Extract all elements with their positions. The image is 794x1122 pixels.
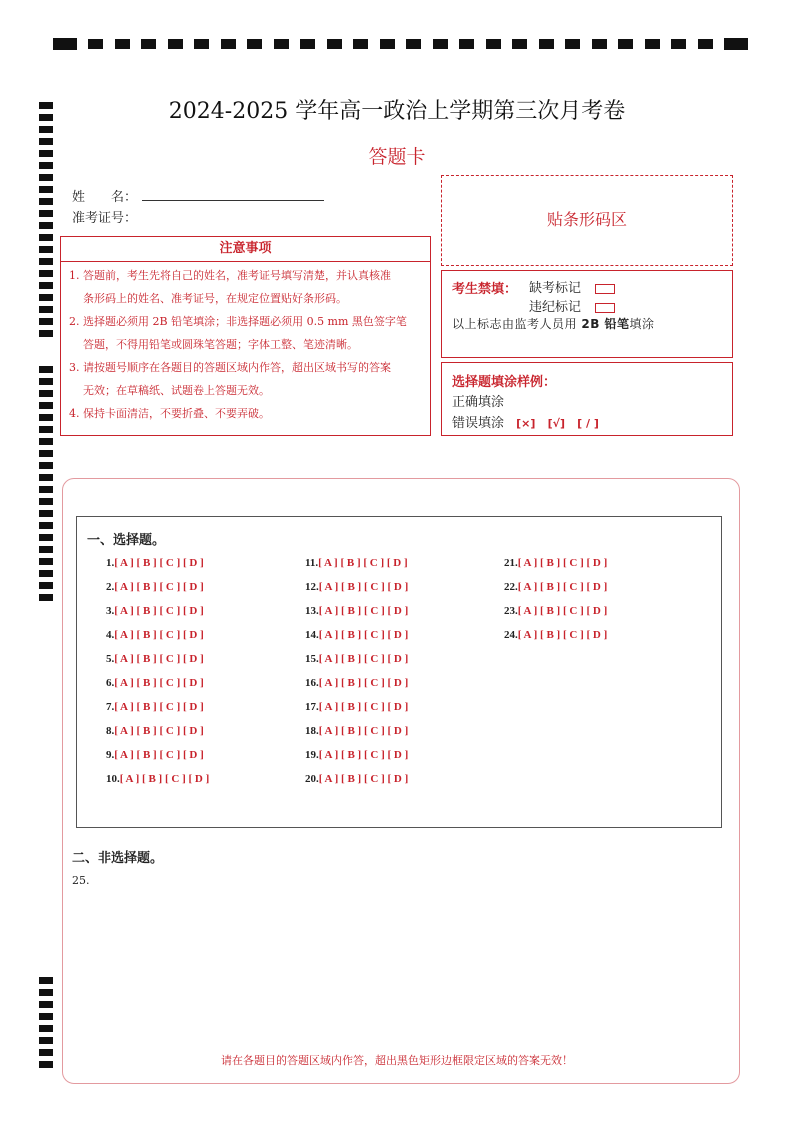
timing-mark [115,39,130,49]
choice-question-row[interactable] [106,605,204,617]
choice-question-row[interactable] [305,749,408,761]
choice-question-row[interactable] [106,581,204,593]
barcode-area [441,175,733,266]
timing-mark [406,39,421,49]
answer-options[interactable]: [ A ] [ B ] [ C ] [ D ] [318,557,408,569]
timing-mark [698,39,713,49]
timing-mark [39,330,53,337]
wrong-mark-1: [×] [516,417,536,430]
timing-mark [39,246,53,253]
timing-mark [39,474,53,481]
timing-mark [39,510,53,517]
timing-mark [353,39,368,49]
timing-mark [327,39,342,49]
timing-mark [194,39,209,49]
q25-number: 25. [72,874,90,887]
timing-mark [39,414,53,421]
timing-mark [39,558,53,565]
timing-mark [39,534,53,541]
notice-line: 保持卡面清洁，不要折叠、不要弄破。 [83,407,270,420]
page-title: 2024-2025 学年高一政治上学期第三次月考卷 [168,99,626,124]
absent-mark-box [595,284,615,294]
timing-mark [618,39,633,49]
correct-fill-label: 正确填涂 [452,395,505,410]
timing-mark [724,38,748,50]
notice-item [69,264,425,310]
choice-question-row[interactable] [106,629,204,641]
timing-mark [39,1001,53,1008]
answer-options[interactable]: [ A ] [ B ] [ C ] [ D ] [114,653,204,665]
timing-mark [141,39,156,49]
section2-title: 二、非选择题。 [72,851,164,866]
timing-mark [39,402,53,409]
timing-mark [39,977,53,984]
answer-options[interactable]: [ A ] [ B ] [ C ] [ D ] [114,749,204,761]
notice-line: 请按题号顺序在各题目的答题区域内作答，超出区域书写的答案 [83,361,391,374]
timing-mark [486,39,501,49]
choice-question-row[interactable] [504,581,607,593]
answer-options[interactable]: [ A ] [ B ] [ C ] [ D ] [114,677,204,689]
notice-item [69,356,425,402]
answer-options[interactable]: [ A ] [ B ] [ C ] [ D ] [114,605,204,617]
timing-mark [88,39,103,49]
question-number: 13. [305,605,319,617]
timing-mark [39,198,53,205]
answer-options[interactable]: [ A ] [ B ] [ C ] [ D ] [318,653,409,665]
wrong-mark-3: [ / ] [577,417,599,430]
choice-question-row[interactable] [504,557,607,569]
timing-mark [512,39,527,49]
notice-item [69,402,425,425]
timing-mark [39,186,53,193]
timing-mark [39,306,53,313]
question-number: 12. [305,581,319,593]
timing-mark [645,39,660,49]
fill-sample-heading: 选择题填涂样例： [452,375,557,390]
timing-mark [39,390,53,397]
timing-mark [565,39,580,49]
timing-mark [39,522,53,529]
notice-item-text [69,402,425,425]
page-subtitle: 答题卡 [368,146,426,168]
timing-mark [39,426,53,433]
choice-question-row[interactable] [106,653,204,665]
notice-item-text [69,310,425,356]
answer-options[interactable]: [ A ] [ B ] [ C ] [ D ] [114,581,204,593]
timing-mark [39,222,53,229]
timing-mark [168,39,183,49]
question-number: 16. [305,677,319,689]
timing-mark [39,582,53,589]
timing-mark [300,39,315,49]
name-field[interactable] [142,200,324,201]
answer-options[interactable]: [ A ] [ B ] [ C ] [ D ] [517,629,608,641]
choice-question-row[interactable] [504,605,607,617]
timing-mark [39,282,53,289]
choice-question-row[interactable] [305,605,408,617]
notice-item-number: 1. [69,269,80,282]
timing-mark [39,1037,53,1044]
notice-item-number: 4. [69,407,80,420]
timing-mark [592,39,607,49]
question-number: 17. [305,701,319,713]
notice-item [69,310,425,356]
timing-mark [39,1025,53,1032]
choice-question-row[interactable] [106,749,204,761]
notice-line: 无效；在草稿纸、试题卷上答题无效。 [83,384,270,397]
answer-options[interactable]: [ A ] [ B ] [ C ] [ D ] [114,629,204,641]
choice-question-row[interactable] [504,629,607,641]
prohibit-note: 以上标志由监考人员用 2B 铅笔填涂 [452,317,655,331]
timing-mark [39,234,53,241]
choice-question-row[interactable] [106,557,204,569]
notice-item-number: 2. [69,315,80,328]
notice-line: 答题，不得用铅笔或圆珠笔答题；字体工整、笔迹清晰。 [83,338,358,351]
notice-line: 条形码上的姓名、准考证号，在规定位置贴好条形码。 [83,292,347,305]
fill-sample-box [441,362,733,436]
wrong-mark-2: [√] [547,417,565,430]
timing-mark [39,174,53,181]
answer-options[interactable]: [ A ] [ B ] [ C ] [ D ] [318,581,409,593]
question-number: 24. [504,629,518,641]
answer-options[interactable]: [ A ] [ B ] [ C ] [ D ] [114,701,204,713]
timing-mark [39,546,53,553]
answer-options[interactable]: [ A ] [ B ] [ C ] [ D ] [318,677,409,689]
timing-mark [39,210,53,217]
question-number: 4. [106,629,115,641]
question-number: 20. [305,773,319,785]
barcode-label: 贴条形码区 [546,210,627,229]
choice-question-row[interactable] [106,701,204,713]
question-number: 5. [106,653,115,665]
choice-question-row[interactable] [305,701,408,713]
answer-options[interactable]: [ A ] [ B ] [ C ] [ D ] [318,749,409,761]
q25-answer-area[interactable] [84,890,724,1040]
question-number: 9. [106,749,115,761]
answer-options[interactable]: [ A ] [ B ] [ C ] [ D ] [114,557,204,569]
timing-mark [39,378,53,385]
answer-options[interactable]: [ A ] [ B ] [ C ] [ D ] [318,773,409,785]
notice-item-text [69,356,425,402]
name-label: 姓 名： [72,190,138,205]
timing-mark [39,258,53,265]
question-number: 7. [106,701,115,713]
answer-options[interactable]: [ A ] [ B ] [ C ] [ D ] [517,581,608,593]
timing-mark [39,126,53,133]
timing-mark [433,39,448,49]
choice-question-row[interactable] [305,773,408,785]
answer-options[interactable]: [ A ] [ B ] [ C ] [ D ] [114,725,204,737]
notice-box [60,261,431,436]
timing-mark [39,989,53,996]
question-number: 10. [106,773,120,785]
timing-mark [39,270,53,277]
footer-warning: 请在各题目的答题区域内作答，超出黑色矩形边框限定区域的答案无效！ [221,1054,573,1067]
question-number: 22. [504,581,518,593]
choice-question-row[interactable] [305,653,408,665]
section1-title: 一、选择题。 [87,533,166,548]
timing-mark [671,39,686,49]
timing-mark [39,294,53,301]
answer-options[interactable]: [ A ] [ B ] [ C ] [ D ] [517,605,608,617]
choice-question-row[interactable] [305,581,408,593]
answer-options[interactable]: [ A ] [ B ] [ C ] [ D ] [517,557,608,569]
timing-mark [39,486,53,493]
prohibit-label: 考生禁填： [452,282,518,297]
violation-mark-box [595,303,615,313]
question-number: 18. [305,725,319,737]
answer-options[interactable]: [ A ] [ B ] [ C ] [ D ] [318,701,409,713]
question-number: 14. [305,629,319,641]
timing-mark [459,39,474,49]
wrong-fill-row: 错误填涂 [×] [√] [ / ] [452,416,599,431]
notice-item-number: 3. [69,361,80,374]
timing-mark [53,38,77,50]
question-number: 3. [106,605,115,617]
notice-line: 答题前，考生先将自己的姓名，准考证号填写清楚，并认真核准 [83,269,391,282]
timing-mark [380,39,395,49]
question-number: 11. [305,557,319,569]
timing-mark [39,498,53,505]
prohibit-box [441,270,733,358]
choice-question-row[interactable] [106,773,209,785]
notice-line: 选择题必须用 2B 铅笔填涂；非选择题必须用 0.5 mm 黑色签字笔 [83,315,407,328]
timing-mark [274,39,289,49]
notice-item-text [69,264,425,310]
answer-options[interactable]: [ A ] [ B ] [ C ] [ D ] [318,605,409,617]
answer-options[interactable]: [ A ] [ B ] [ C ] [ D ] [119,773,210,785]
notice-heading: 注意事项 [60,236,431,262]
timing-mark [39,1013,53,1020]
timing-mark [39,450,53,457]
choice-question-row[interactable] [106,725,204,737]
timing-mark [39,462,53,469]
choice-question-row[interactable] [305,677,408,689]
timing-mark [39,366,53,373]
timing-mark [39,570,53,577]
timing-mark [247,39,262,49]
timing-mark [39,318,53,325]
question-number: 15. [305,653,319,665]
exam-id-label: 准考证号： [72,211,138,226]
timing-mark [539,39,554,49]
choice-question-row[interactable] [106,677,204,689]
choice-question-row[interactable] [305,725,408,737]
question-number: 8. [106,725,115,737]
answer-options[interactable]: [ A ] [ B ] [ C ] [ D ] [318,629,409,641]
question-number: 1. [106,557,115,569]
question-number: 23. [504,605,518,617]
absent-mark-label: 缺考标记 [529,281,582,296]
choice-question-row[interactable] [305,629,408,641]
timing-mark [221,39,236,49]
question-number: 2. [106,581,115,593]
violation-mark-label: 违纪标记 [529,300,582,315]
answer-options[interactable]: [ A ] [ B ] [ C ] [ D ] [318,725,409,737]
question-number: 21. [504,557,518,569]
timing-mark [39,438,53,445]
timing-mark [39,594,53,601]
question-number: 19. [305,749,319,761]
choice-question-row[interactable] [305,557,408,569]
question-number: 6. [106,677,115,689]
